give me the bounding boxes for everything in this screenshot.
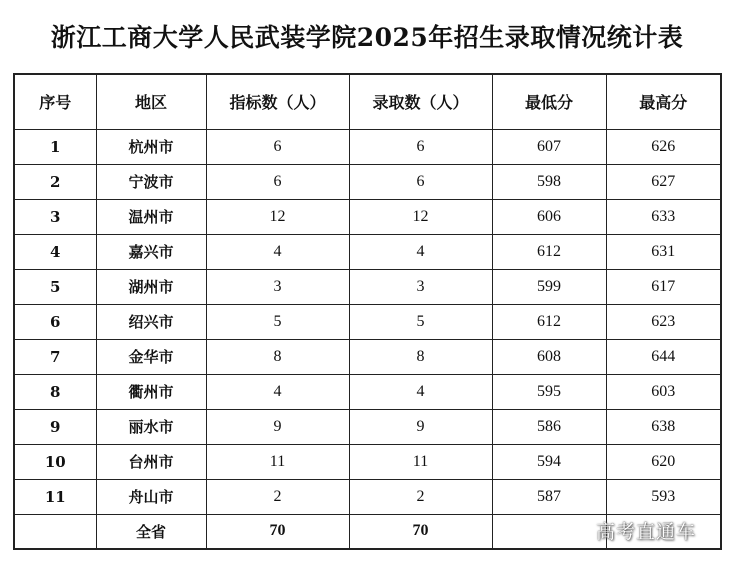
page-title: 浙江工商大学人民武装学院2025年招生录取情况统计表 bbox=[50, 23, 684, 52]
cell-quota: 4 bbox=[206, 234, 349, 269]
cell-admitted: 4 bbox=[349, 374, 492, 409]
cell-admitted: 5 bbox=[349, 304, 492, 339]
cell-region: 杭州市 bbox=[96, 129, 206, 164]
cell-min-score: 606 bbox=[492, 199, 606, 234]
cell-quota: 9 bbox=[206, 409, 349, 444]
table-row bbox=[14, 234, 721, 269]
cell-quota: 4 bbox=[206, 374, 349, 409]
table-row bbox=[14, 269, 721, 304]
cell-admitted: 11 bbox=[349, 444, 492, 479]
cell-region: 衢州市 bbox=[96, 374, 206, 409]
cell-max-score: 623 bbox=[606, 304, 721, 339]
cell-max-score: 627 bbox=[606, 164, 721, 199]
cell-admitted: 3 bbox=[349, 269, 492, 304]
total-quota: 70 bbox=[206, 514, 349, 549]
cell-seq: 1 bbox=[14, 129, 96, 164]
total-label: 全省 bbox=[96, 514, 206, 549]
cell-admitted: 2 bbox=[349, 479, 492, 514]
cell-min-score: 586 bbox=[492, 409, 606, 444]
cell-seq: 7 bbox=[14, 339, 96, 374]
cell-seq-empty bbox=[14, 514, 96, 549]
cell-min-score: 607 bbox=[492, 129, 606, 164]
table-row bbox=[14, 129, 721, 164]
watermark-text: 高考直通车 bbox=[596, 521, 697, 543]
cell-region: 宁波市 bbox=[96, 164, 206, 199]
cell-max-score: 603 bbox=[606, 374, 721, 409]
cell-seq: 2 bbox=[14, 164, 96, 199]
cell-seq: 9 bbox=[14, 409, 96, 444]
cell-quota: 12 bbox=[206, 199, 349, 234]
cell-admitted: 8 bbox=[349, 339, 492, 374]
table-row bbox=[14, 374, 721, 409]
table-row bbox=[14, 339, 721, 374]
cell-min-score: 612 bbox=[492, 304, 606, 339]
table-row bbox=[14, 444, 721, 479]
cell-region: 嘉兴市 bbox=[96, 234, 206, 269]
cell-max-score: 626 bbox=[606, 129, 721, 164]
cell-quota: 3 bbox=[206, 269, 349, 304]
cell-min-score: 608 bbox=[492, 339, 606, 374]
cell-max-score: 593 bbox=[606, 479, 721, 514]
cell-seq: 5 bbox=[14, 269, 96, 304]
table-row bbox=[14, 304, 721, 339]
cell-quota: 8 bbox=[206, 339, 349, 374]
cell-region: 舟山市 bbox=[96, 479, 206, 514]
cell-seq: 6 bbox=[14, 304, 96, 339]
cell-min-score: 595 bbox=[492, 374, 606, 409]
cell-max-score: 617 bbox=[606, 269, 721, 304]
cell-min-score: 612 bbox=[492, 234, 606, 269]
cell-quota: 11 bbox=[206, 444, 349, 479]
cell-min-score: 587 bbox=[492, 479, 606, 514]
cell-region: 台州市 bbox=[96, 444, 206, 479]
cell-max-score: 644 bbox=[606, 339, 721, 374]
cell-seq: 10 bbox=[14, 444, 96, 479]
table-row bbox=[14, 479, 721, 514]
table-row bbox=[14, 409, 721, 444]
total-admitted: 70 bbox=[349, 514, 492, 549]
header-min-score: 最低分 bbox=[492, 74, 606, 129]
cell-max-score: 631 bbox=[606, 234, 721, 269]
cell-admitted: 4 bbox=[349, 234, 492, 269]
cell-quota: 2 bbox=[206, 479, 349, 514]
total-min-score bbox=[492, 514, 606, 549]
header-max-score: 最高分 bbox=[606, 74, 721, 129]
cell-region: 丽水市 bbox=[96, 409, 206, 444]
admission-table bbox=[13, 73, 722, 550]
cell-min-score: 598 bbox=[492, 164, 606, 199]
cell-min-score: 594 bbox=[492, 444, 606, 479]
table-header-row bbox=[14, 74, 721, 129]
cell-admitted: 6 bbox=[349, 129, 492, 164]
table-row bbox=[14, 164, 721, 199]
cell-max-score: 633 bbox=[606, 199, 721, 234]
cell-max-score: 620 bbox=[606, 444, 721, 479]
cell-seq: 3 bbox=[14, 199, 96, 234]
cell-seq: 8 bbox=[14, 374, 96, 409]
header-seq: 序号 bbox=[14, 74, 96, 129]
cell-admitted: 6 bbox=[349, 164, 492, 199]
header-region: 地区 bbox=[96, 74, 206, 129]
header-quota: 指标数（人） bbox=[206, 74, 349, 129]
cell-quota: 6 bbox=[206, 164, 349, 199]
cell-seq: 4 bbox=[14, 234, 96, 269]
cell-region: 湖州市 bbox=[96, 269, 206, 304]
table-row bbox=[14, 199, 721, 234]
cell-admitted: 9 bbox=[349, 409, 492, 444]
cell-max-score: 638 bbox=[606, 409, 721, 444]
cell-seq: 11 bbox=[14, 479, 96, 514]
cell-quota: 5 bbox=[206, 304, 349, 339]
cell-region: 金华市 bbox=[96, 339, 206, 374]
cell-region: 绍兴市 bbox=[96, 304, 206, 339]
cell-region: 温州市 bbox=[96, 199, 206, 234]
cell-admitted: 12 bbox=[349, 199, 492, 234]
cell-quota: 6 bbox=[206, 129, 349, 164]
header-admitted: 录取数（人） bbox=[349, 74, 492, 129]
cell-min-score: 599 bbox=[492, 269, 606, 304]
